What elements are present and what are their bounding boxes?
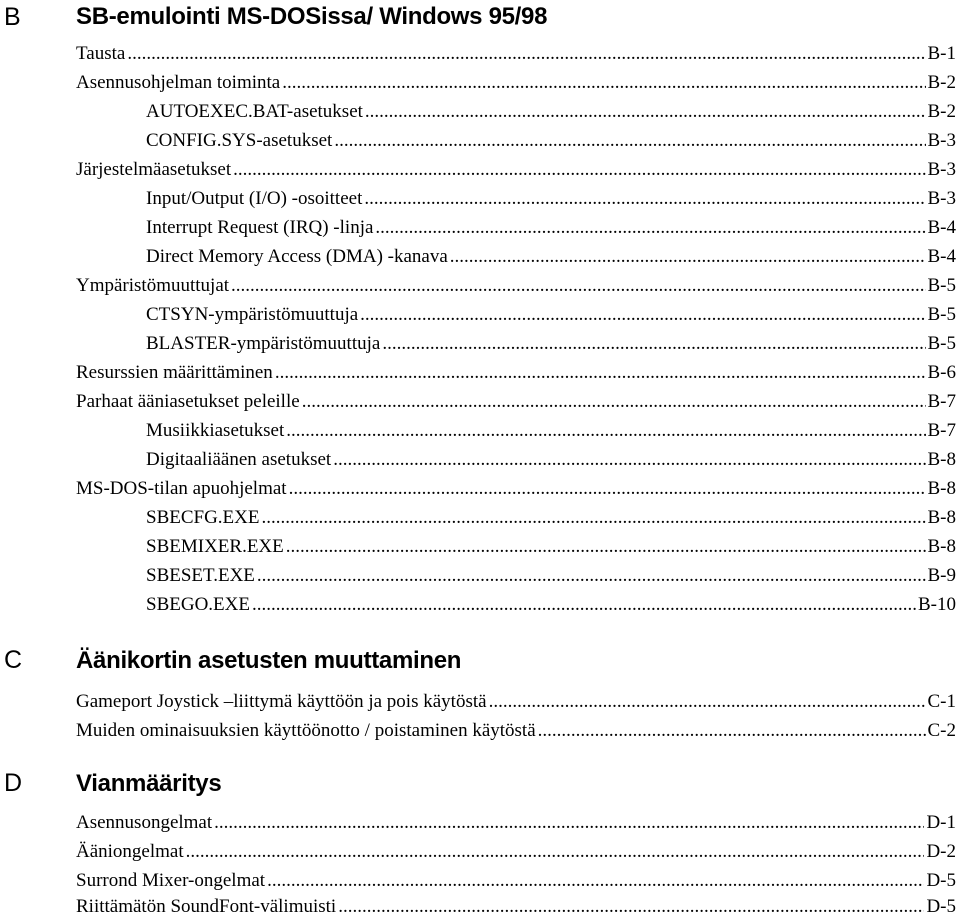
dot-leader — [262, 504, 926, 532]
toc-entry-label: SBESET.EXE — [146, 565, 255, 586]
toc-entry[interactable] — [146, 330, 956, 358]
dot-leader — [214, 809, 924, 837]
dot-leader — [334, 127, 925, 155]
toc-entry[interactable] — [146, 127, 956, 155]
dot-leader — [289, 475, 926, 503]
toc-entry-page: B-5 — [927, 333, 956, 354]
toc-entry-label: Musiikkiasetukset — [146, 420, 285, 441]
toc-entry[interactable] — [146, 98, 956, 126]
dot-leader — [489, 688, 926, 716]
toc-entry[interactable] — [76, 867, 956, 895]
toc-entry-page: B-5 — [927, 275, 956, 296]
toc-entry-page: B-8 — [927, 507, 956, 528]
toc-entry-label: BLASTER-ympäristömuuttuja — [146, 333, 381, 354]
toc-entry-label: Direct Memory Access (DMA) -kanava — [146, 246, 448, 267]
toc-entry[interactable] — [76, 359, 956, 387]
toc-entry-label: Surrond Mixer-ongelmat — [76, 870, 266, 891]
toc-entry[interactable] — [146, 591, 956, 619]
toc-entry[interactable] — [76, 388, 956, 416]
toc-entry-page: B-3 — [927, 188, 956, 209]
toc-entry[interactable] — [76, 809, 956, 837]
toc-entry-label: CONFIG.SYS-asetukset — [146, 130, 333, 151]
dot-leader — [450, 243, 926, 271]
toc-entry[interactable] — [146, 243, 956, 271]
toc-entry[interactable] — [146, 214, 956, 242]
dot-leader — [275, 359, 926, 387]
toc-entry-page: D-5 — [926, 896, 956, 917]
toc-entry-page: B-2 — [927, 72, 956, 93]
dot-leader — [186, 838, 925, 866]
dot-leader — [538, 717, 926, 745]
toc-entry[interactable] — [76, 893, 956, 921]
dot-leader — [365, 98, 926, 126]
toc-entry-label: SBEMIXER.EXE — [146, 536, 284, 557]
toc-entry-page: C-2 — [927, 720, 956, 741]
toc-entry[interactable] — [146, 533, 956, 561]
toc-entry-page: B-3 — [927, 159, 956, 180]
toc-entry-label: Muiden ominaisuuksien käyttöönotto / poistaminen käytöstä — [76, 720, 536, 741]
dot-leader — [364, 185, 925, 213]
toc-entry-page: C-1 — [927, 691, 956, 712]
toc-entry-label: Digitaaliäänen asetukset — [146, 449, 332, 470]
toc-entry-label: Parhaat ääniasetukset peleille — [76, 391, 300, 412]
dot-leader — [286, 533, 926, 561]
toc-entry-label: MS-DOS-tilan apuohjelmat — [76, 478, 287, 499]
dot-leader — [231, 272, 925, 300]
toc-entry-label: Gameport Joystick –liittymä käyttöön ja pois käytöstä — [76, 691, 487, 712]
toc-entry[interactable] — [76, 717, 956, 745]
toc-entry-page: B-4 — [927, 246, 956, 267]
toc-entry[interactable] — [76, 838, 956, 866]
toc-entry-page: B-3 — [927, 130, 956, 151]
toc-entry-label: AUTOEXEC.BAT-asetukset — [146, 101, 363, 122]
toc-entry-label: Input/Output (I/O) -osoitteet — [146, 188, 363, 209]
dot-leader — [333, 446, 925, 474]
toc-entry-page: B-4 — [927, 217, 956, 238]
section-heading-d: Vianmääritys — [76, 770, 222, 797]
toc-entry-page: D-5 — [926, 870, 956, 891]
toc-entry-label: SBECFG.EXE — [146, 507, 260, 528]
toc-entry-page: B-7 — [927, 420, 956, 441]
toc-entry-page: B-2 — [927, 101, 956, 122]
toc-entry[interactable] — [146, 301, 956, 329]
toc-entry-label: Järjestelmäasetukset — [76, 159, 232, 180]
toc-entry[interactable] — [146, 504, 956, 532]
dot-leader — [382, 330, 925, 358]
toc-entry-page: B-1 — [927, 43, 956, 64]
toc-entry-page: B-8 — [927, 449, 956, 470]
toc-entry[interactable] — [146, 185, 956, 213]
toc-entry-page: D-1 — [926, 812, 956, 833]
toc-entry-page: D-2 — [926, 841, 956, 862]
toc-entry-label: Riittämätön SoundFont-välimuisti — [76, 896, 337, 917]
dot-leader — [252, 591, 916, 619]
section-letter-d: D — [4, 769, 23, 797]
dot-leader — [282, 69, 925, 97]
toc-entry-page: B-5 — [927, 304, 956, 325]
dot-leader — [286, 417, 925, 445]
dot-leader — [257, 562, 926, 590]
toc-entry-page: B-7 — [927, 391, 956, 412]
toc-entry[interactable] — [146, 446, 956, 474]
toc-entry[interactable] — [76, 475, 956, 503]
dot-leader — [360, 301, 925, 329]
toc-entry-label: Asennusohjelman toiminta — [76, 72, 281, 93]
toc-entry-page: B-8 — [927, 536, 956, 557]
section-letter-c: C — [4, 646, 23, 674]
dot-leader — [302, 388, 926, 416]
section-heading-b: SB-emulointi MS-DOSissa/ Windows 95/98 — [76, 3, 548, 30]
dot-leader — [127, 40, 925, 68]
toc-entry[interactable] — [146, 562, 956, 590]
toc-entry[interactable] — [76, 272, 956, 300]
toc-entry-label: Ääniongelmat — [76, 841, 184, 862]
toc-entry-page: B-6 — [927, 362, 956, 383]
toc-entry-label: Interrupt Request (IRQ) -linja — [146, 217, 374, 238]
dot-leader — [267, 867, 924, 895]
dot-leader — [233, 156, 925, 184]
toc-entry-label: CTSYN-ympäristömuuttuja — [146, 304, 359, 325]
toc-entry-label: SBEGO.EXE — [146, 594, 250, 615]
toc-entry-page: B-9 — [927, 565, 956, 586]
toc-entry-label: Ympäristömuuttujat — [76, 275, 230, 296]
toc-entry-label: Tausta — [76, 43, 126, 64]
toc-entry-page: B-10 — [918, 594, 956, 615]
toc-entry[interactable] — [76, 156, 956, 184]
dot-leader — [375, 214, 925, 242]
toc-entry-page: B-8 — [927, 478, 956, 499]
toc-entry[interactable] — [76, 688, 956, 716]
toc-entry-label: Asennusongelmat — [76, 812, 213, 833]
toc-entry[interactable] — [76, 69, 956, 97]
toc-entry[interactable] — [76, 40, 956, 68]
dot-leader — [338, 893, 924, 921]
section-letter-b: B — [4, 3, 21, 31]
toc-entry[interactable] — [146, 417, 956, 445]
section-heading-c: Äänikortin asetusten muuttaminen — [76, 647, 462, 674]
toc-entry-label: Resurssien määrittäminen — [76, 362, 273, 383]
